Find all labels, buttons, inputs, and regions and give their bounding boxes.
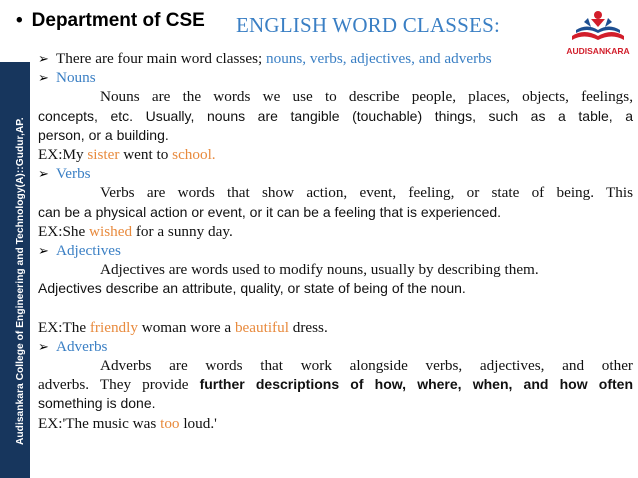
arrow-bullet-icon: ➢ bbox=[38, 51, 49, 66]
arrow-bullet-icon: ➢ bbox=[38, 166, 49, 182]
adverbs-line-2: adverbs. They provide further descriptions of how, where, when, and how often bbox=[38, 376, 633, 394]
arrow-bullet-icon: ➢ bbox=[38, 338, 49, 354]
verbs-example: EX:She wished for a sunny day. bbox=[38, 222, 233, 240]
adverbs-line-3: something is done. bbox=[38, 395, 156, 412]
verbs-line-1: Verbs are words that show action, event, feeling, or state of being. This bbox=[100, 184, 633, 202]
nouns-heading: ➢ Nouns bbox=[38, 69, 96, 87]
adjectives-line-2: Adjectives describe an attribute, quality, or state of being of the noun. bbox=[38, 280, 466, 297]
logo-emblem-icon bbox=[562, 6, 634, 48]
spacer bbox=[38, 299, 633, 318]
bullet-icon: • bbox=[16, 10, 23, 31]
arrow-bullet-icon: ➢ bbox=[38, 70, 49, 86]
arrow-bullet-icon: ➢ bbox=[38, 243, 49, 259]
adverbs-line-1: Adverbs are words that work alongside verbs, adjectives, and other bbox=[100, 357, 633, 375]
adjectives-example: EX:The friendly woman wore a beautiful dress. bbox=[38, 318, 328, 336]
adverbs-example: EX:'The music was too loud.' bbox=[38, 414, 217, 432]
nouns-line-2: concepts, etc. Usually, nouns are tangible (touchable) things, such as a table, a bbox=[38, 107, 633, 124]
nouns-example: EX:My sister went to school. bbox=[38, 146, 216, 164]
slide-body bbox=[38, 49, 633, 433]
intro-line: ➢ There are four main word classes; nouns, verbs, adjectives, and adverbs bbox=[38, 50, 492, 67]
adjectives-heading: ➢ Adjectives bbox=[38, 242, 121, 260]
word-classes-list: nouns, verbs, adjectives, and adverbs bbox=[266, 50, 492, 67]
logo-text: AUDISANKARA bbox=[566, 46, 630, 56]
verbs-line-2: can be a physical action or event, or it can be a feeling that is experienced. bbox=[38, 203, 502, 220]
page-title: ENGLISH WORD CLASSES: bbox=[236, 13, 501, 37]
department-label bbox=[16, 10, 205, 32]
nouns-line-1: Nouns are the words we use to describe people, places, objects, feelings, bbox=[100, 88, 633, 106]
college-name: Audisankara College of Engineering and Technology(A)::Gudur,AP. bbox=[15, 117, 26, 445]
nouns-line-3: person, or a building. bbox=[38, 126, 169, 143]
adjectives-line-1: Adjectives are words used to modify nouns, usually by describing them. bbox=[100, 261, 539, 279]
verbs-heading: ➢ Verbs bbox=[38, 165, 91, 183]
department-text: Department of CSE bbox=[31, 10, 205, 31]
adverbs-heading: ➢ Adverbs bbox=[38, 337, 108, 355]
